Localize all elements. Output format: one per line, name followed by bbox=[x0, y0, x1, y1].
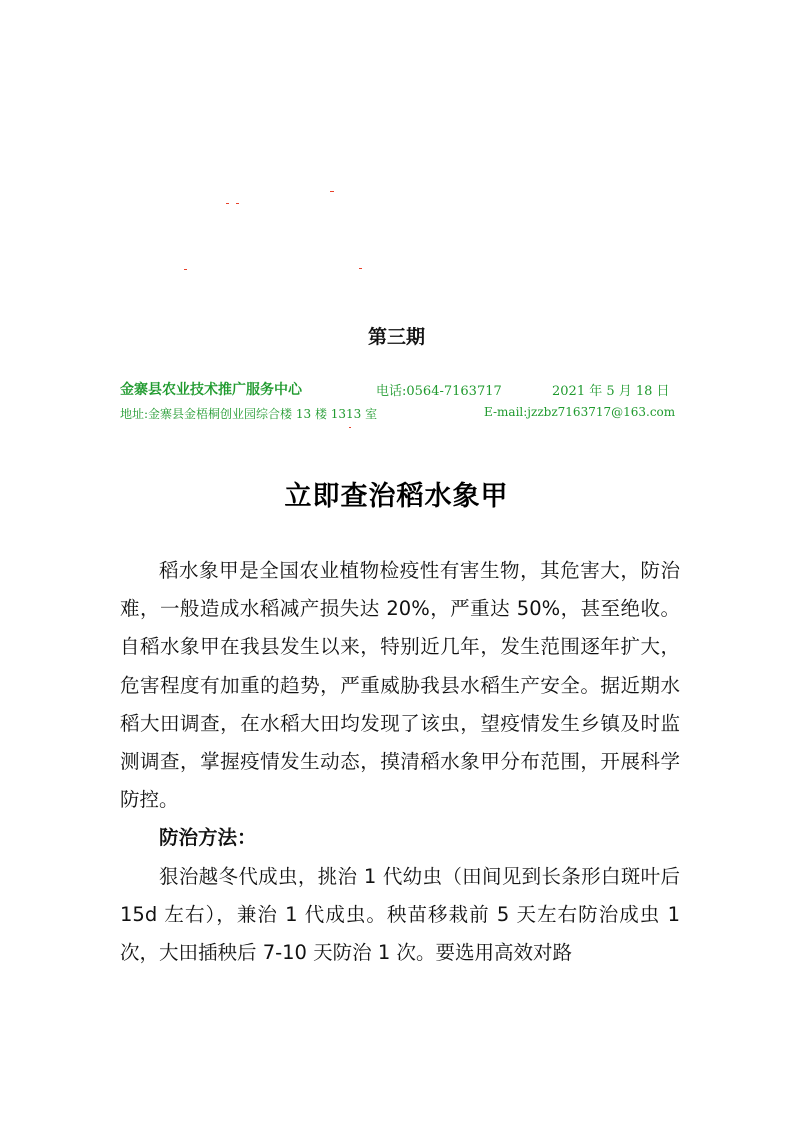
masthead-fragment bbox=[226, 203, 229, 204]
article-body bbox=[120, 552, 680, 972]
paragraph-methods: 狠治越冬代成虫，挑治 1 代幼虫（田间见到长条形白斑叶后 15d 左右），兼治 1 代成虫。秧苗移栽前 5 天左右防治成虫 1 次，大田插秧后 7-10 天防治 1 次。要选用高效对路 bbox=[120, 864, 680, 965]
phone-number: 电话:0564-7163717 bbox=[376, 384, 502, 399]
section-heading-methods: 防治方法： bbox=[159, 826, 257, 850]
organization-name: 金寨县农业技术推广服务中心 bbox=[120, 382, 302, 398]
address: 地址:金寨县金梧桐创业园综合楼 13 楼 1313 室 bbox=[120, 407, 378, 421]
email-address: E-mail:jzzbz7163717@163.com bbox=[484, 405, 676, 419]
masthead-fragment bbox=[359, 268, 362, 269]
masthead-fragment bbox=[330, 191, 334, 192]
paragraph-intro: 稻水象甲是全国农业植物检疫性有害生物，其危害大，防治难，一般造成水稻减产损失达 20%，严重达 50%，甚至绝收。自稻水象甲在我县发生以来，特别近几年，发生范围逐年扩大，危害程度有加重的趋势，严重威胁我县水稻生产安全。据近期水稻大田调查，在水稻大田均发现了该虫，望疫情发生乡镇及时监测调查，掌握疫情发生动态，摸清稻水象甲分布范围，开展科学防控。 bbox=[120, 559, 680, 812]
publish-date: 2021 年 5 月 18 日 bbox=[552, 384, 670, 399]
separator-dot bbox=[349, 427, 351, 428]
issue-number: 第三期 bbox=[367, 326, 425, 348]
article-title: 立即查治稻水象甲 bbox=[284, 481, 509, 512]
masthead-fragment bbox=[184, 269, 187, 270]
masthead-fragment bbox=[236, 203, 239, 204]
